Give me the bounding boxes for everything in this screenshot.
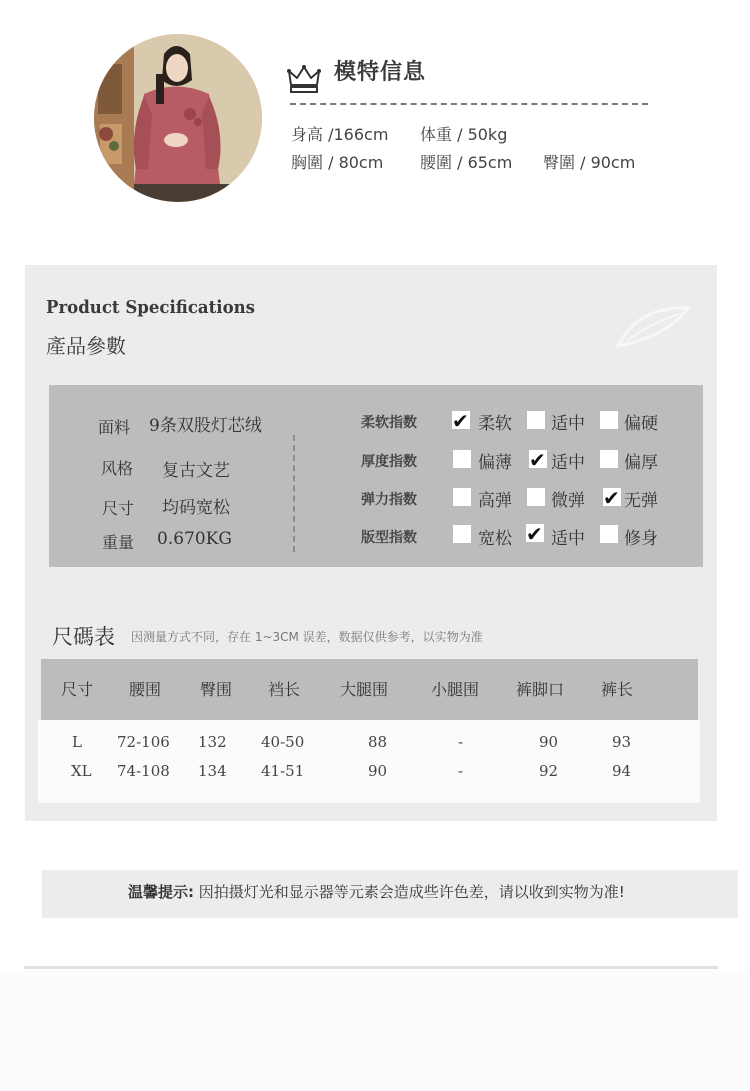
model-info-title: 模特信息	[334, 60, 427, 85]
attr-label-style: 风格	[101, 459, 134, 478]
model-height: 身高 /166cm	[291, 125, 389, 144]
table-cell: 134	[198, 762, 227, 780]
checkbox-loose[interactable]	[453, 525, 471, 543]
option-label: 高弹	[478, 491, 512, 511]
index-label-elasticity: 弹力指数	[361, 492, 417, 508]
check-icon: ✔	[452, 409, 469, 433]
size-table-title: 尺碼表	[52, 625, 115, 649]
attr-value-weight: 0.670KG	[157, 529, 232, 549]
check-icon: ✔	[526, 522, 543, 546]
option-label: 适中	[551, 529, 585, 549]
option-label: 无弹	[624, 491, 658, 511]
table-cell: 132	[198, 733, 227, 751]
attr-value-style: 复古文艺	[162, 461, 230, 481]
attr-value-size: 均码宽松	[162, 498, 230, 518]
model-avatar	[94, 34, 262, 202]
table-cell: 90	[539, 733, 559, 751]
option-label: 柔软	[478, 414, 512, 434]
attr-value-fabric: 9条双股灯芯绒	[149, 416, 262, 436]
notice-message: 因拍摄灯光和显示器等元素会造成些许色差，请以收到实物为准!	[198, 883, 625, 901]
table-cell: 88	[368, 733, 388, 751]
check-icon: ✔	[603, 486, 620, 510]
option-label: 修身	[624, 529, 658, 549]
model-weight: 体重 / 50kg	[420, 125, 508, 144]
attr-label-weight: 重量	[102, 533, 135, 552]
option-label: 偏硬	[624, 414, 658, 434]
checkbox-thin[interactable]	[453, 450, 471, 468]
column-header: 尺寸	[61, 680, 94, 699]
size-table-note: 因测量方式不同，存在 1~3CM 误差，数据仅供参考，以实物为准	[131, 630, 483, 644]
option-label: 偏厚	[624, 453, 658, 473]
column-header: 腰围	[129, 680, 162, 699]
notice-label: 温馨提示:	[128, 883, 194, 901]
model-waist: 腰圍 / 65cm	[420, 153, 513, 172]
table-cell: 90	[368, 762, 388, 780]
model-bust: 胸圍 / 80cm	[291, 153, 384, 172]
column-header: 小腿围	[431, 680, 480, 699]
option-label: 适中	[551, 414, 585, 434]
checkbox-thick[interactable]	[600, 450, 618, 468]
check-icon: ✔	[529, 448, 546, 472]
footer-area	[0, 970, 750, 1091]
option-label: 微弹	[551, 491, 585, 511]
checkbox-hard[interactable]	[600, 411, 618, 429]
table-cell: L	[72, 733, 82, 751]
checkbox-high-stretch[interactable]	[453, 488, 471, 506]
checkbox-medium[interactable]	[526, 522, 544, 546]
column-header: 裤长	[601, 680, 634, 699]
table-cell: -	[458, 733, 464, 751]
index-label-softness: 柔软指数	[361, 415, 417, 431]
index-label-fit: 版型指数	[361, 530, 417, 546]
table-cell: -	[458, 762, 464, 780]
column-header: 大腿围	[340, 680, 389, 699]
option-label: 宽松	[478, 529, 512, 549]
table-cell: 40-50	[261, 733, 305, 751]
crown-icon	[287, 63, 321, 95]
model-hip: 臀圍 / 90cm	[543, 153, 636, 172]
checkbox-soft[interactable]	[452, 409, 470, 433]
spec-title-en: Product Specifications	[46, 297, 255, 318]
checkbox-medium[interactable]	[527, 411, 545, 429]
checkbox-no-stretch[interactable]	[603, 486, 621, 510]
attr-label-fabric: 面料	[98, 418, 131, 437]
table-cell: 74-108	[117, 762, 170, 780]
checkbox-slim[interactable]	[600, 525, 618, 543]
attr-label-size: 尺寸	[102, 499, 135, 518]
checkbox-medium[interactable]	[529, 448, 547, 472]
table-cell: 93	[612, 733, 632, 751]
column-header: 裤脚口	[516, 680, 565, 699]
table-cell: 94	[612, 762, 632, 780]
option-label: 适中	[551, 453, 585, 473]
index-label-thickness: 厚度指数	[361, 454, 417, 470]
option-label: 偏薄	[478, 453, 512, 473]
leaf-decoration-icon	[608, 296, 692, 352]
column-header: 臀围	[200, 680, 233, 699]
notice-text	[128, 881, 625, 902]
table-cell: XL	[71, 762, 92, 780]
divider	[24, 966, 718, 969]
column-header: 裆长	[268, 680, 301, 699]
table-cell: 72-106	[117, 733, 170, 751]
spec-divider	[293, 435, 295, 552]
spec-title-cn: 產品參數	[46, 334, 126, 358]
table-cell: 92	[539, 762, 559, 780]
divider	[290, 103, 648, 105]
checkbox-slight-stretch[interactable]	[527, 488, 545, 506]
table-cell: 41-51	[261, 762, 305, 780]
